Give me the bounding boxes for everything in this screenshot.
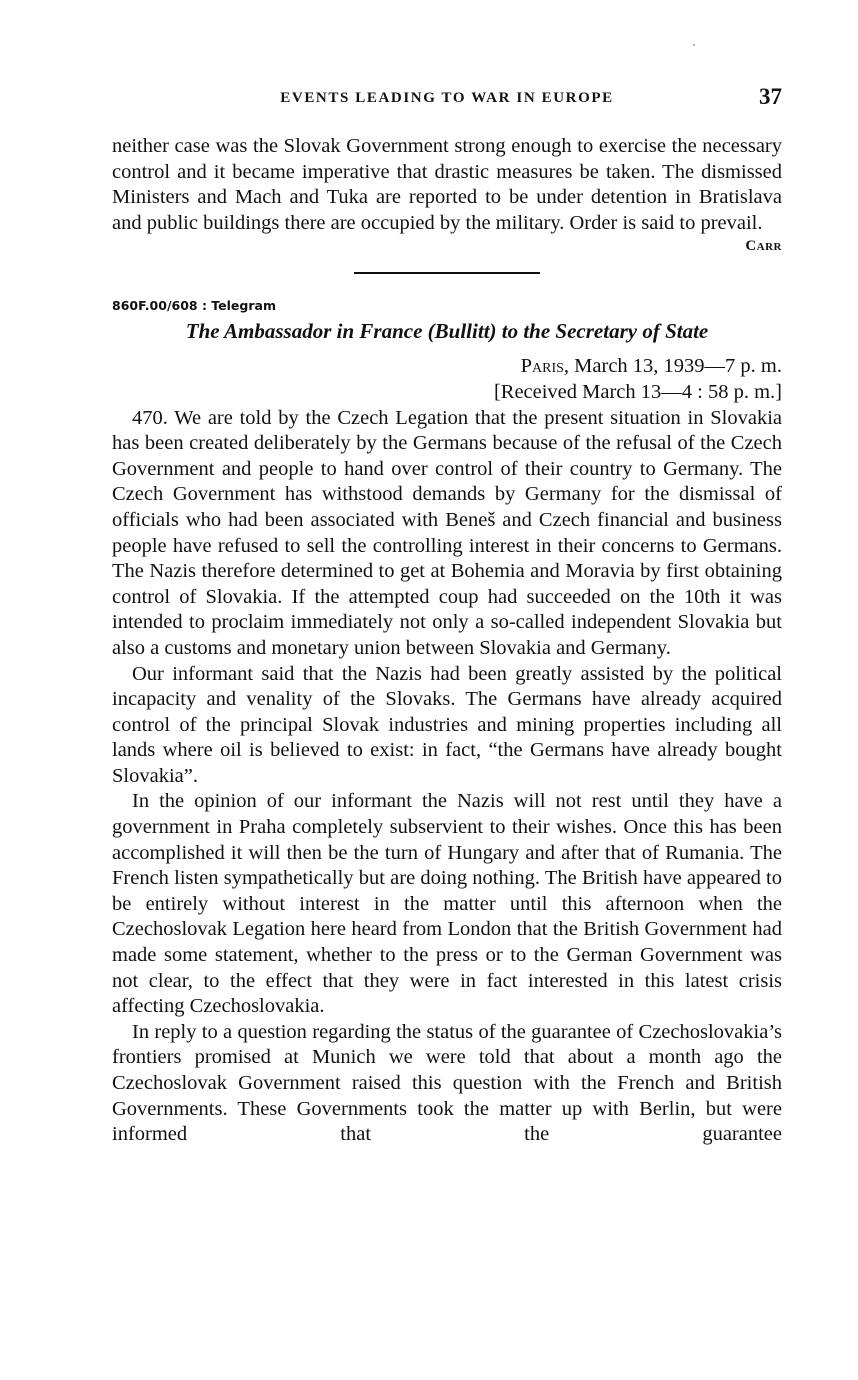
body-paragraph: Our informant said that the Nazis had been greatly assisted by the political incapacity and venality of the Slovaks. The Germans have already acquired control of the principal Slovak industries and mining properties including all lands where oil is believed to exist: in fact, “the Germans have already bought Slovakia”. <box>112 662 782 787</box>
section-divider <box>354 272 540 274</box>
dateline-place: Paris, <box>520 355 570 378</box>
page-number: 37 <box>759 84 782 109</box>
running-title: EVENTS LEADING TO WAR IN EUROPE <box>280 90 614 106</box>
scan-speck <box>693 44 695 46</box>
document-title: The Ambassador in France (Bullitt) to the Secretary of State <box>185 319 709 344</box>
running-header <box>112 84 782 114</box>
received-note: [Received March 13—4 : 58 p. m.] <box>493 380 782 403</box>
dateline-date: March 13, 1939—7 p. m. <box>574 355 782 378</box>
document-page <box>112 84 782 1148</box>
signature: Carr <box>745 238 782 255</box>
dateline <box>112 354 782 405</box>
body-paragraph: 470. We are told by the Czech Legation that the present situation in Slovakia has been created deliberately by the Germans because of the refusal of the Czech Government and people to hand over control of their country to Germany. The Czech Government has withstood demands by Germany for the dismissal of officials who had been associated with Beneš and Czech financial and business people have refused to sell the controlling interest in their concerns to Germans. The Nazis therefore determined to get at Bohemia and Moravia by first obtaining control of Slovakia. If the attempted coup had succeeded on the 10th it was intended to proclaim immediately not only a so-called independent Slovakia but also a customs and monetary union between Slovakia and Germany. <box>112 406 782 659</box>
file-reference: 860F.00/608 : Telegram <box>112 298 276 314</box>
continued-paragraph: neither case was the Slovak Government strong enough to exercise the necessary control and it became imperative that drastic measures be taken. The dismissed Ministers and Mach and Tuka are reported to be under detention in Bratislava and public buildings there are occupied by the military. Order is said to prevail. <box>112 135 782 234</box>
body-paragraph: In the opinion of our informant the Nazis will not rest until they have a government in Praha completely subservient to their wishes. Once this has been accomplished it will then be the turn of Hungary and after that of Rumania. The French listen sympathetically but are doing nothing. The British have appeared to be entirely without interest in the matter until this afternoon when the Czechoslovak Legation here heard from London that the British Government had made some statement, whether to the press or to the German Government was not clear, to the effect that they were in fact interested in this latest crisis affecting Czechoslovakia. <box>112 790 782 1018</box>
body-paragraph: In reply to a question regarding the status of the guarantee of Czechoslovakia’s frontiers promised at Munich we were told that about a month ago the Czechoslovak Government raised this question with the French and British Governments. These Governments took the matter up with Berlin, but were informed that the guarantee <box>112 1020 782 1146</box>
